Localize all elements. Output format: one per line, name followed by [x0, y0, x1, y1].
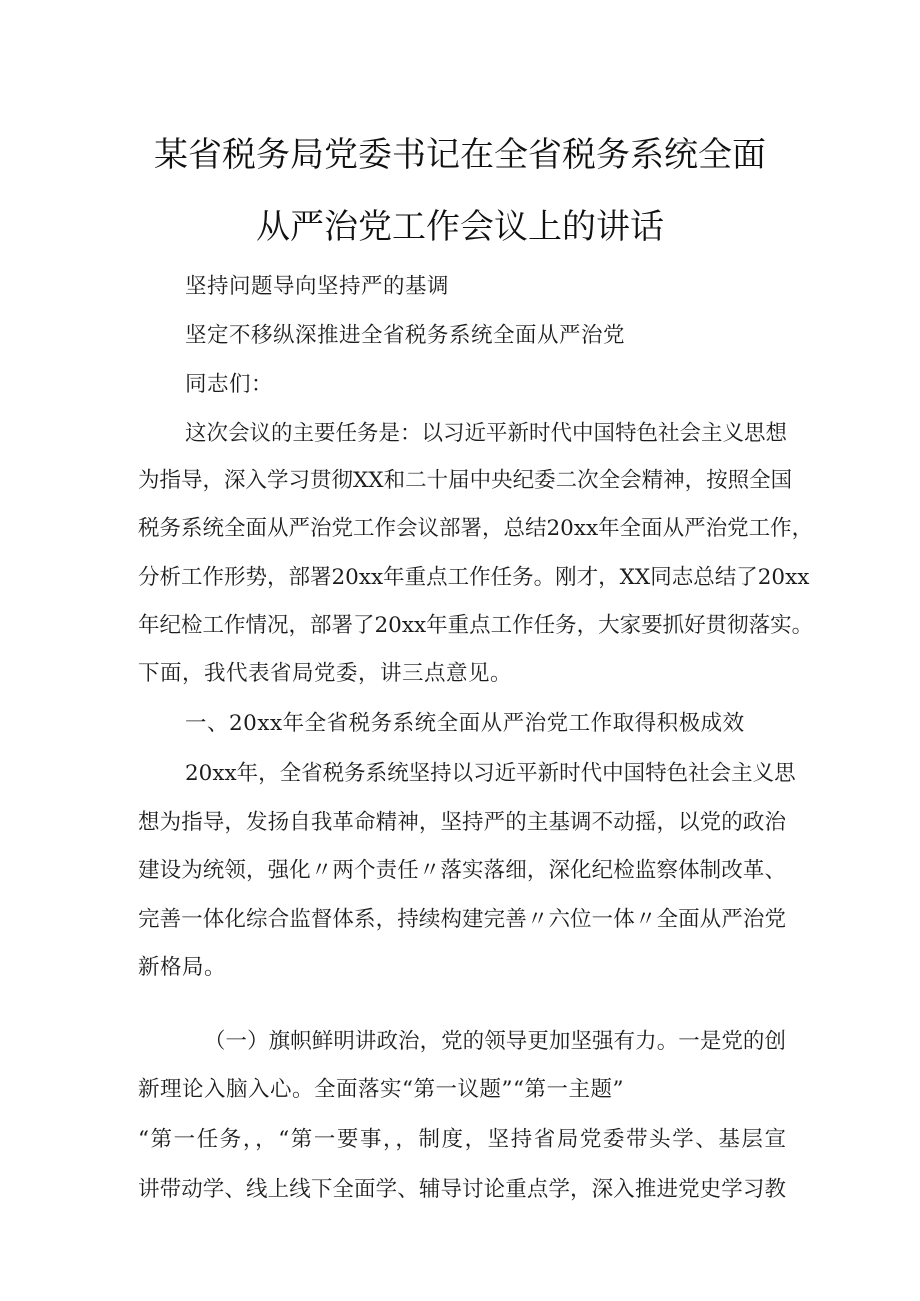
paragraph-line: 新格局。 [138, 955, 227, 980]
paragraph-line: 20xx年，全省税务系统坚持以习近平新时代中国特色社会主义思 [185, 761, 796, 786]
document-title-line-1: 某省税务局党委书记在全省税务系统全面 [154, 135, 766, 175]
paragraph-line: 下面，我代表省局党委，讲三点意见。 [138, 661, 513, 686]
paragraph-line: 新理论入脑入心。全面落实“第一议题”“第一主题” [138, 1077, 624, 1102]
paragraph-line: 税务系统全面从严治党工作会议部署，总结20xx年全面从严治党工作， [138, 516, 814, 541]
paragraph-line: 年纪检工作情况，部署了20xx年重点工作任务，大家要抓好贯彻落实。 [138, 613, 814, 638]
paragraph-line: 完善一体化综合监督体系，持续构建完善〃六位一体〃全面从严治党 [138, 907, 786, 932]
section-heading: 一、20xx年全省税务系统全面从严治党工作取得积极成效 [185, 711, 745, 736]
paragraph-line: 想为指导，发扬自我革命精神，坚持严的主基调不动摇，以党的政治 [138, 810, 786, 835]
document-title-line-2: 从严治党工作会议上的讲话 [256, 207, 664, 247]
paragraph-line: 为指导，深入学习贯彻XX和二十届中央纪委二次全会精神，按照全国 [138, 468, 793, 493]
paragraph-line: （一）旗帜鲜明讲政治，党的领导更加坚强有力。一是党的创 [204, 1029, 786, 1054]
paragraph-line: 这次会议的主要任务是：以习近平新时代中国特色社会主义思想 [185, 421, 788, 446]
paragraph-line: 讲带动学、线上线下全面学、辅导讨论重点学，深入推进党史学习教 [138, 1177, 786, 1202]
paragraph-line: 建设为统领，强化〃两个责任〃落实落细，深化纪检监察体制改革、 [138, 858, 786, 883]
paragraph-line: 分析工作形势，部署20xx年重点工作任务。刚才，XX同志总结了20xx [138, 565, 810, 590]
paragraph-line: “第一任务，，“第一要事，，制度，坚持省局党委带头学、基层宣 [138, 1127, 786, 1152]
subtitle-1: 坚持问题导向坚持严的基调 [185, 274, 450, 299]
salutation: 同志们： [185, 372, 274, 397]
subtitle-2: 坚定不移纵深推进全省税务系统全面从严治党 [185, 323, 626, 348]
